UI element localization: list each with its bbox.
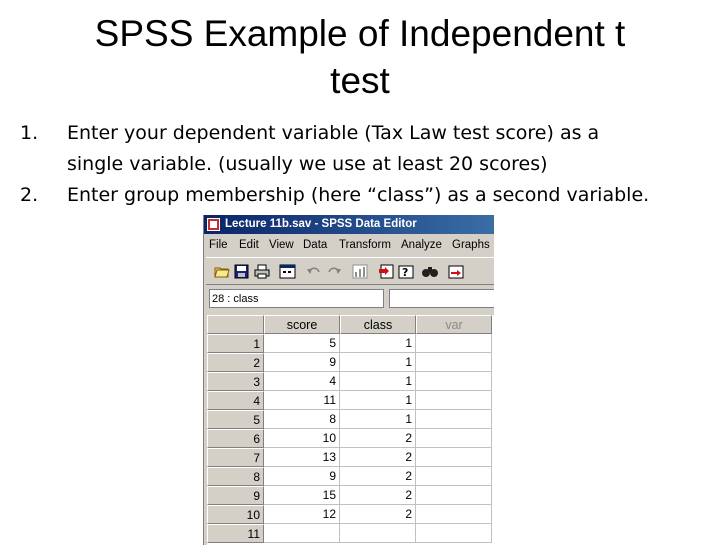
- toolbar: [206, 257, 494, 285]
- score-cell[interactable]: 4: [264, 372, 340, 391]
- cell-value-field[interactable]: [389, 289, 494, 308]
- class-cell[interactable]: 2: [340, 448, 416, 467]
- bullet-text-line: Enter your dependent variable (Tax Law test score) as a: [67, 122, 600, 144]
- class-cell[interactable]: 2: [340, 486, 416, 505]
- row-number[interactable]: 9: [207, 486, 264, 505]
- menu-view[interactable]: View: [269, 239, 294, 251]
- cell-reference-field[interactable]: 28 : class: [209, 289, 384, 308]
- class-cell[interactable]: 2: [340, 467, 416, 486]
- spss-data-editor-window: [203, 215, 494, 545]
- dialog-recall-icon[interactable]: [278, 262, 297, 280]
- class-cell[interactable]: 1: [340, 353, 416, 372]
- undo-icon[interactable]: [304, 262, 323, 280]
- empty-cell[interactable]: [416, 334, 492, 353]
- class-cell[interactable]: 2: [340, 505, 416, 524]
- menu-file[interactable]: File: [209, 239, 228, 251]
- cell-editor-bar: [204, 287, 494, 311]
- empty-cell[interactable]: [416, 391, 492, 410]
- score-cell[interactable]: 15: [264, 486, 340, 505]
- score-cell[interactable]: 5: [264, 334, 340, 353]
- row-number[interactable]: 11: [207, 524, 264, 543]
- class-cell[interactable]: 1: [340, 391, 416, 410]
- empty-cell[interactable]: [416, 448, 492, 467]
- window-titlebar[interactable]: [204, 215, 494, 234]
- empty-cell[interactable]: [416, 486, 492, 505]
- score-cell[interactable]: 11: [264, 391, 340, 410]
- row-number[interactable]: 8: [207, 467, 264, 486]
- bullet-text-line: Enter group membership (here “class”) as a second variable.: [67, 184, 650, 206]
- row-number[interactable]: 2: [207, 353, 264, 372]
- row-number[interactable]: 10: [207, 505, 264, 524]
- save-icon[interactable]: [232, 262, 251, 280]
- bullet-number: 2.: [20, 184, 39, 206]
- row-number[interactable]: 4: [207, 391, 264, 410]
- goto-case-icon[interactable]: [376, 262, 395, 280]
- score-cell[interactable]: 9: [264, 467, 340, 486]
- menu-transform[interactable]: Transform: [339, 239, 391, 251]
- print-icon[interactable]: [252, 262, 271, 280]
- empty-cell[interactable]: [416, 372, 492, 391]
- bullet-item-1: [20, 118, 720, 180]
- score-cell[interactable]: 13: [264, 448, 340, 467]
- class-cell[interactable]: 1: [340, 410, 416, 429]
- menu-edit[interactable]: Edit: [239, 239, 259, 251]
- row-number[interactable]: 5: [207, 410, 264, 429]
- bullet-number: 1.: [20, 122, 39, 144]
- bullet-text-line: single variable. (usually we use at least 20 scores): [67, 153, 548, 175]
- class-cell[interactable]: 2: [340, 429, 416, 448]
- column-header-var[interactable]: var: [416, 315, 492, 334]
- bullet-item-2: [20, 180, 720, 211]
- menu-bar: [204, 235, 494, 255]
- menu-data[interactable]: Data: [303, 239, 328, 251]
- spss-app-icon[interactable]: [207, 218, 220, 231]
- column-header-score[interactable]: score: [264, 315, 340, 334]
- svg-text:?: ?: [401, 265, 408, 279]
- empty-cell[interactable]: [416, 410, 492, 429]
- row-number[interactable]: 3: [207, 372, 264, 391]
- score-cell[interactable]: [264, 524, 340, 543]
- score-cell[interactable]: 8: [264, 410, 340, 429]
- empty-cell[interactable]: [416, 429, 492, 448]
- class-cell[interactable]: [340, 524, 416, 543]
- score-cell[interactable]: 9: [264, 353, 340, 372]
- row-number[interactable]: 1: [207, 334, 264, 353]
- window-title: Lecture 11b.sav - SPSS Data Editor: [225, 218, 417, 230]
- score-cell[interactable]: 12: [264, 505, 340, 524]
- empty-cell[interactable]: [416, 467, 492, 486]
- row-number[interactable]: 7: [207, 448, 264, 467]
- bullet-list: [20, 118, 720, 211]
- variables-icon[interactable]: [396, 262, 415, 280]
- corner-header[interactable]: [207, 315, 264, 334]
- insert-case-icon[interactable]: [446, 262, 465, 280]
- class-cell[interactable]: 1: [340, 372, 416, 391]
- empty-cell[interactable]: [416, 505, 492, 524]
- empty-cell[interactable]: [416, 353, 492, 372]
- slide-title: [0, 10, 720, 104]
- slide-title-line-1: SPSS Example of Independent t: [94, 13, 626, 54]
- row-number[interactable]: 6: [207, 429, 264, 448]
- open-icon[interactable]: [212, 262, 231, 280]
- chart-icon[interactable]: [350, 262, 369, 280]
- data-grid: [207, 315, 494, 545]
- class-cell[interactable]: 1: [340, 334, 416, 353]
- find-icon[interactable]: [420, 262, 439, 280]
- column-header-class[interactable]: class: [340, 315, 416, 334]
- redo-icon[interactable]: [324, 262, 343, 280]
- score-cell[interactable]: 10: [264, 429, 340, 448]
- empty-cell[interactable]: [416, 524, 492, 543]
- slide-title-line-2: test: [330, 60, 390, 101]
- menu-analyze[interactable]: Analyze: [401, 239, 442, 251]
- menu-graphs[interactable]: Graphs: [452, 239, 490, 251]
